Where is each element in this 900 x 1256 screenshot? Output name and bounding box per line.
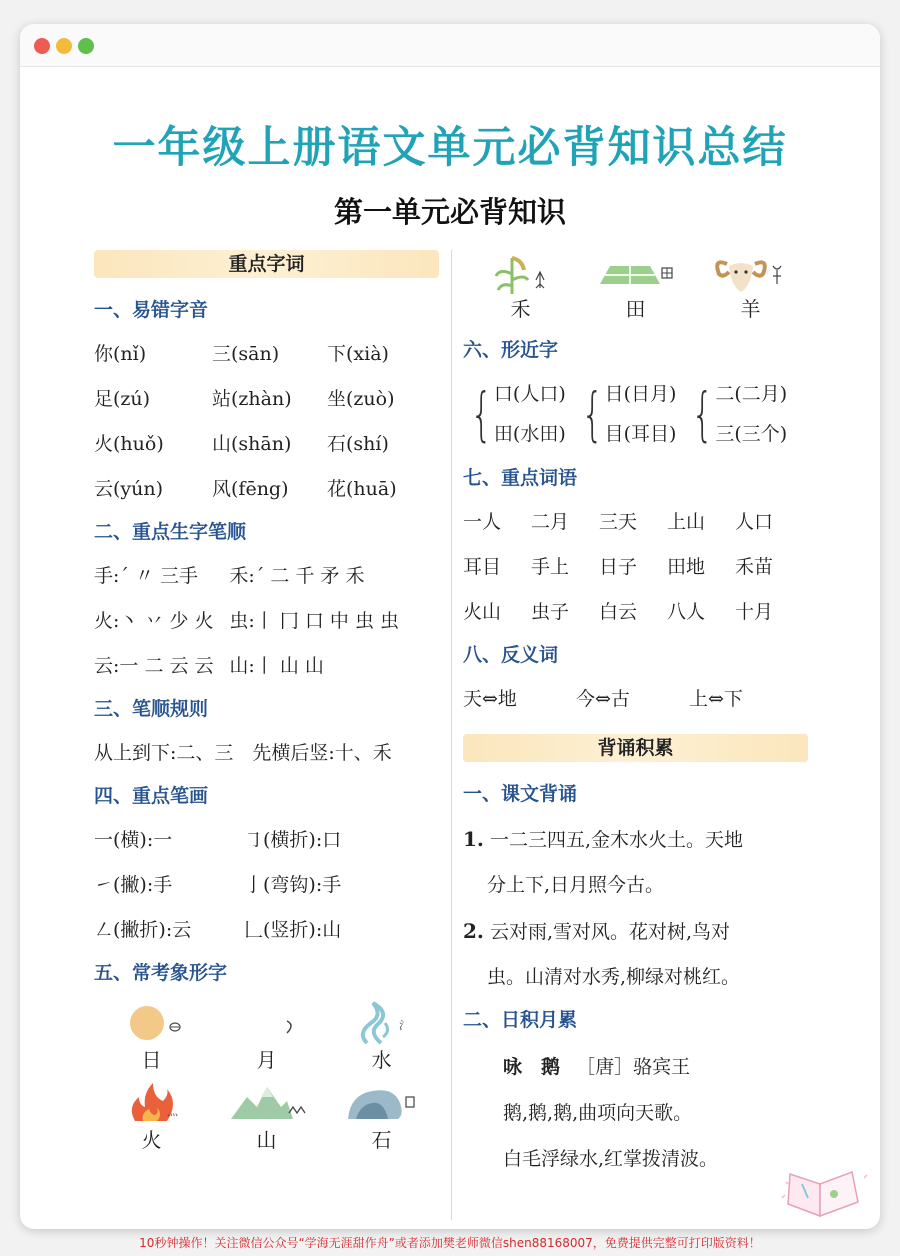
left-column	[94, 250, 439, 1153]
pictograph-caption: 日	[141, 1048, 162, 1072]
section-key-phrases-heading: 七、重点词语	[463, 467, 578, 489]
stroke-sequence: ˊ 〃 三手	[119, 565, 198, 587]
char-label: 手:	[94, 565, 120, 587]
poem-line: 鹅,鹅,鹅,曲项向天歌。	[503, 1102, 693, 1124]
similar-chars-group	[684, 374, 787, 454]
right-column	[463, 250, 808, 1182]
passage-number: 1.	[463, 827, 484, 851]
list-row	[94, 467, 439, 512]
moon-icon	[232, 999, 302, 1047]
unit-title: 第一单元必背知识	[333, 195, 566, 229]
grain-icon	[486, 250, 556, 296]
column-divider	[451, 250, 452, 1220]
similar-chars-group	[574, 374, 677, 454]
passage-line: 分上下,日月照今古。	[487, 874, 665, 896]
section-similar-chars-heading: 六、形近字	[463, 339, 559, 361]
passage-line: 虫。山清对水秀,柳绿对桃红。	[487, 966, 741, 988]
word-item: 风(fēng)	[212, 478, 289, 500]
stroke-sequence: 丨 冂 口 中 虫 虫	[254, 610, 400, 632]
pictograph-caption: 山	[256, 1128, 277, 1152]
phrase-item: 手上	[531, 556, 570, 578]
pronunciation-list	[94, 332, 439, 512]
char-label: 云:	[94, 655, 120, 677]
section-pictographs-heading: 五、常考象形字	[94, 962, 228, 984]
pictograph-item	[693, 250, 808, 322]
pictograph-item	[324, 1079, 439, 1153]
pictograph-item	[324, 999, 439, 1073]
word-item: 三(sān)	[212, 343, 280, 365]
section-stroke-rules-heading: 三、笔顺规则	[94, 698, 209, 720]
stroke-sequence: ˊ 二 千 矛 禾	[254, 565, 365, 587]
pictograph-caption: 田	[625, 297, 646, 321]
stroke-item: ㇀(撇):手	[94, 874, 173, 896]
pictograph-item	[94, 999, 209, 1073]
sun-icon	[117, 999, 187, 1047]
section-text-recitation-heading: 一、课文背诵	[463, 783, 578, 805]
phrase-item: 日子	[599, 556, 638, 578]
poem-author: ［唐］骆宾王	[576, 1056, 691, 1078]
maximize-button[interactable]	[78, 38, 94, 54]
stroke-sequence: 一 二 云 云	[119, 655, 214, 677]
pictograph-caption: 火	[141, 1128, 162, 1152]
poem	[463, 1044, 808, 1182]
list-row	[94, 332, 439, 377]
similar-char-item: 日(日月)	[604, 383, 677, 405]
phrase-item: 人口	[735, 511, 774, 533]
similar-char-item: 目(耳目)	[604, 423, 677, 445]
antonym-pair: 天⇔地	[463, 688, 517, 710]
list-row	[94, 908, 439, 953]
phrase-item: 八人	[667, 601, 706, 623]
list-row	[463, 500, 808, 545]
word-item: 云(yún)	[94, 478, 164, 500]
pictograph-item	[94, 1079, 209, 1153]
phrase-item: 耳目	[463, 556, 502, 578]
stroke-order-list	[94, 554, 439, 689]
similar-char-item: 田(水田)	[493, 423, 566, 445]
word-item: 坐(zuò)	[327, 388, 395, 410]
title-bar	[20, 24, 880, 67]
list-row	[94, 377, 439, 422]
stroke-sequence: 丶 丷 少 火	[119, 610, 214, 632]
phrase-item: 虫子	[531, 601, 570, 623]
pictograph-caption: 禾	[510, 297, 531, 321]
phrase-item: 一人	[463, 511, 502, 533]
pictograph-caption: 羊	[740, 297, 761, 321]
passage-text: 一二三四五,金木水火土。天地	[489, 829, 743, 851]
pictograph-grid-continued	[463, 250, 808, 322]
water-icon	[347, 999, 417, 1047]
page-title: 一年级上册语文单元必背知识总结	[112, 123, 788, 173]
pictograph-item	[209, 999, 324, 1073]
document-window	[20, 24, 880, 1229]
stroke-sequence: 丨 山 山	[254, 655, 324, 677]
char-label: 山:	[229, 655, 255, 677]
brace-icon: {	[691, 380, 714, 448]
word-item: 石(shí)	[327, 433, 389, 455]
brace-icon: {	[581, 380, 604, 448]
key-phrases-list	[463, 500, 808, 635]
list-row	[463, 545, 808, 590]
svg-text:⺡: ⺡	[398, 1019, 410, 1032]
phrase-item: 禾苗	[735, 556, 774, 578]
stroke-item: 一(横):一	[94, 829, 173, 851]
sheep-icon	[711, 250, 791, 296]
pictograph-item	[209, 1079, 324, 1153]
section-stroke-order-heading: 二、重点生字笔顺	[94, 521, 247, 543]
stroke-rules-text: 从上到下:二、三 先横后竖:十、禾	[94, 742, 392, 764]
similar-char-item: 口(人口)	[493, 383, 566, 405]
svg-text:灬: 灬	[166, 1105, 178, 1118]
recitation-passages	[463, 816, 808, 1000]
antonym-pair: 上⇔下	[689, 688, 743, 710]
word-item: 足(zú)	[94, 388, 151, 410]
passage-line	[463, 908, 808, 954]
list-row	[94, 863, 439, 908]
char-label: 虫:	[229, 610, 255, 632]
stone-icon	[342, 1079, 422, 1127]
poem-title-line	[503, 1044, 808, 1090]
similar-chars-groups	[463, 374, 808, 454]
stroke-item: 亅(弯钩):手	[244, 874, 342, 896]
word-item: 站(zhàn)	[212, 388, 292, 410]
similar-chars-group	[463, 374, 566, 454]
section-daily-accumulation-heading: 二、日积月累	[463, 1009, 578, 1031]
phrase-item: 二月	[531, 511, 570, 533]
passage-text: 云对雨,雪对风。花对树,鸟对	[489, 921, 731, 943]
section-key-strokes-heading: 四、重点笔画	[94, 785, 209, 807]
antonyms-row	[463, 677, 808, 722]
word-item: 山(shān)	[212, 433, 292, 455]
list-row	[463, 590, 808, 635]
section-pronunciation-heading: 一、易错字音	[94, 299, 209, 321]
field-icon	[596, 250, 676, 296]
pictograph-grid	[94, 999, 439, 1153]
key-words-banner: 重点字词	[94, 250, 439, 278]
similar-char-item: 二(二月)	[715, 383, 788, 405]
list-row	[94, 818, 439, 863]
poem-line: 白毛浮绿水,红掌拨清波。	[503, 1148, 719, 1170]
phrase-item: 十月	[735, 601, 774, 623]
pictograph-item	[578, 250, 693, 322]
pictograph-caption: 月	[256, 1048, 277, 1072]
poem-title: 咏 鹅	[503, 1056, 561, 1078]
phrase-item: 上山	[667, 511, 706, 533]
list-row	[94, 422, 439, 467]
word-item: 你(nǐ)	[94, 343, 147, 365]
recitation-banner: 背诵积累	[463, 734, 808, 762]
footer-notice: 10秒钟操作！关注微信公众号“学海无涯甜作舟”或者添加樊老师微信shen88168007，免费提供完整可打印版资料！	[139, 1236, 761, 1250]
antonym-pair: 今⇔古	[576, 688, 630, 710]
section-antonyms-heading: 八、反义词	[463, 644, 559, 666]
word-item: 花(huā)	[327, 478, 397, 500]
stroke-item: 𠃊(竖折):山	[244, 919, 342, 941]
stroke-item: ㇆(横折):口	[244, 829, 342, 851]
word-item: 火(huǒ)	[94, 433, 164, 455]
phrase-item: 火山	[463, 601, 502, 623]
phrase-item: 三天	[599, 511, 638, 533]
char-label: 火:	[94, 610, 120, 632]
mountain-icon	[227, 1079, 307, 1127]
close-button[interactable]	[34, 38, 50, 54]
phrase-item: 田地	[667, 556, 706, 578]
similar-char-item: 三(三个)	[715, 423, 788, 445]
list-row	[94, 644, 439, 689]
list-row	[94, 599, 439, 644]
key-strokes-list	[94, 818, 439, 953]
passage-line	[463, 816, 808, 862]
phrase-item: 白云	[599, 601, 638, 623]
brace-icon: {	[470, 380, 493, 448]
stroke-item: ㇜(撇折):云	[94, 919, 192, 941]
word-item: 下(xià)	[327, 343, 389, 365]
passage-number: 2.	[463, 919, 484, 943]
fire-icon	[117, 1079, 187, 1127]
minimize-button[interactable]	[56, 38, 72, 54]
pictograph-caption: 水	[371, 1048, 392, 1072]
char-label: 禾:	[229, 565, 255, 587]
list-row	[94, 554, 439, 599]
pictograph-item	[463, 250, 578, 322]
pictograph-caption: 石	[371, 1128, 392, 1152]
open-book-icon	[780, 1164, 870, 1224]
